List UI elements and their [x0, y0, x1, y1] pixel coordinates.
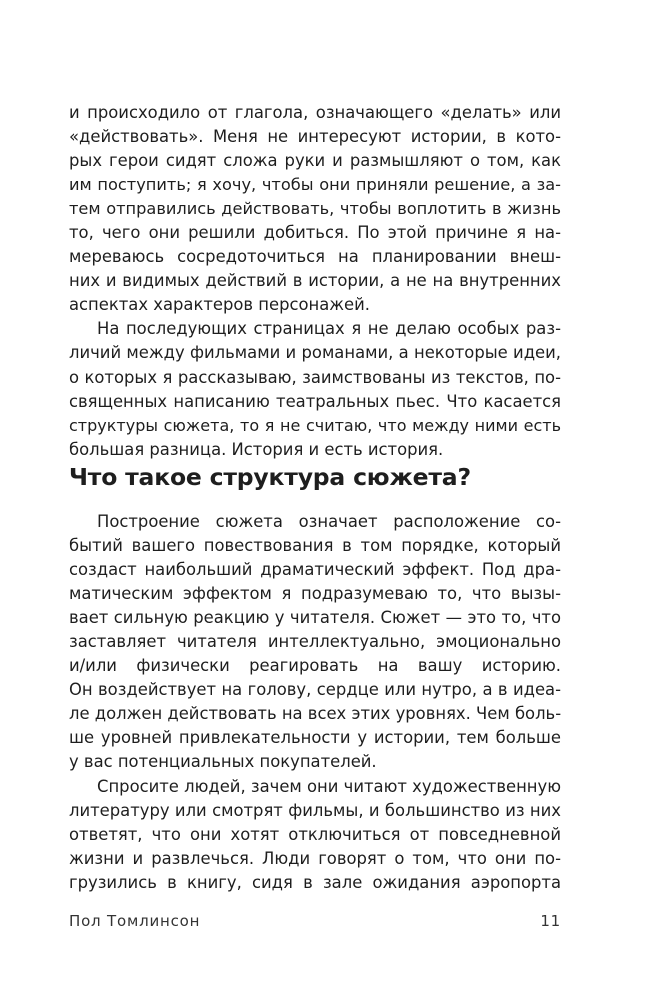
text-line: заставляет читателя интеллектуально, эмоционально [69, 632, 561, 652]
text-line: тем отправились действовать, чтобы воплотить в жизнь [69, 199, 561, 219]
text-line: «действовать». Меня не интересуют истории, в кото- [69, 127, 561, 147]
text-line: матическим эффектом я подразумеваю то, что вызы- [69, 584, 561, 604]
text-line: Построение сюжета означает расположение со- [97, 512, 561, 531]
text-line: создаст наибольший драматический эффект. Под дра- [69, 560, 561, 580]
running-footer-author: Пол Томлинсон [69, 912, 201, 930]
text-line: ле должен действовать на всех этих уровнях. Чем боль- [69, 704, 562, 724]
text-line: им поступить; я хочу, чтобы они приняли решение, а за- [69, 175, 561, 195]
text-line: аспектах характеров персонажей. [69, 295, 371, 315]
text-line: На последующих страницах я не делаю особых раз- [97, 319, 561, 339]
text-line: и происходило от глагола, означающего «делать» или [69, 103, 561, 122]
text-line: у вас потенциальных покупателей. [69, 752, 377, 772]
text-line: структуры сюжета, то я не считаю, что между ними есть [69, 415, 561, 435]
text-line: о которых я рассказываю, заимствованы из текстов, по- [69, 367, 561, 387]
text-line: ответят, что они хотят отключиться от повседневной [69, 824, 561, 844]
text-line: жизни и развлечься. Люди говорят о том, что они по- [69, 848, 561, 868]
text-line: и/или физически реагировать на вашу историю. [69, 656, 561, 676]
text-line: священных написанию театральных пьес. Что касается [69, 391, 561, 411]
section-heading: Что такое структура сюжета? [69, 463, 471, 491]
text-line: большая разница. История и есть история. [69, 439, 444, 459]
text-line: бытий вашего повествования в том порядке, который [69, 536, 561, 556]
text-line: мереваюсь сосредоточиться на планировании внеш- [69, 247, 561, 267]
page-number: 11 [540, 912, 561, 930]
text-line: них и видимых действий в истории, а не на внутренних [69, 271, 561, 291]
text-line: вает сильную реакцию у читателя. Сюжет — это то, что [69, 608, 561, 628]
text-line: литературу или смотрят фильмы, и большинство из них [69, 800, 561, 820]
text-line: рых герои сидят сложа руки и размышляют о том, как [69, 151, 561, 171]
body-text-top [69, 101, 561, 462]
text-line: Спросите людей, зачем они читают художественную [97, 776, 561, 796]
text-line: Он воздействует на голову, сердце или нутро, а в идеа- [69, 680, 561, 700]
text-line: то, чего они решили добиться. По этой причине я на- [69, 223, 561, 243]
text-line: личий между фильмами и романами, а некоторые идеи, [69, 343, 561, 363]
text-line: ше уровней привлекательности у истории, тем больше [69, 728, 561, 748]
text-line: грузились в книгу, сидя в зале ожидания аэропорта [69, 872, 561, 892]
body-text-bottom [69, 510, 561, 895]
